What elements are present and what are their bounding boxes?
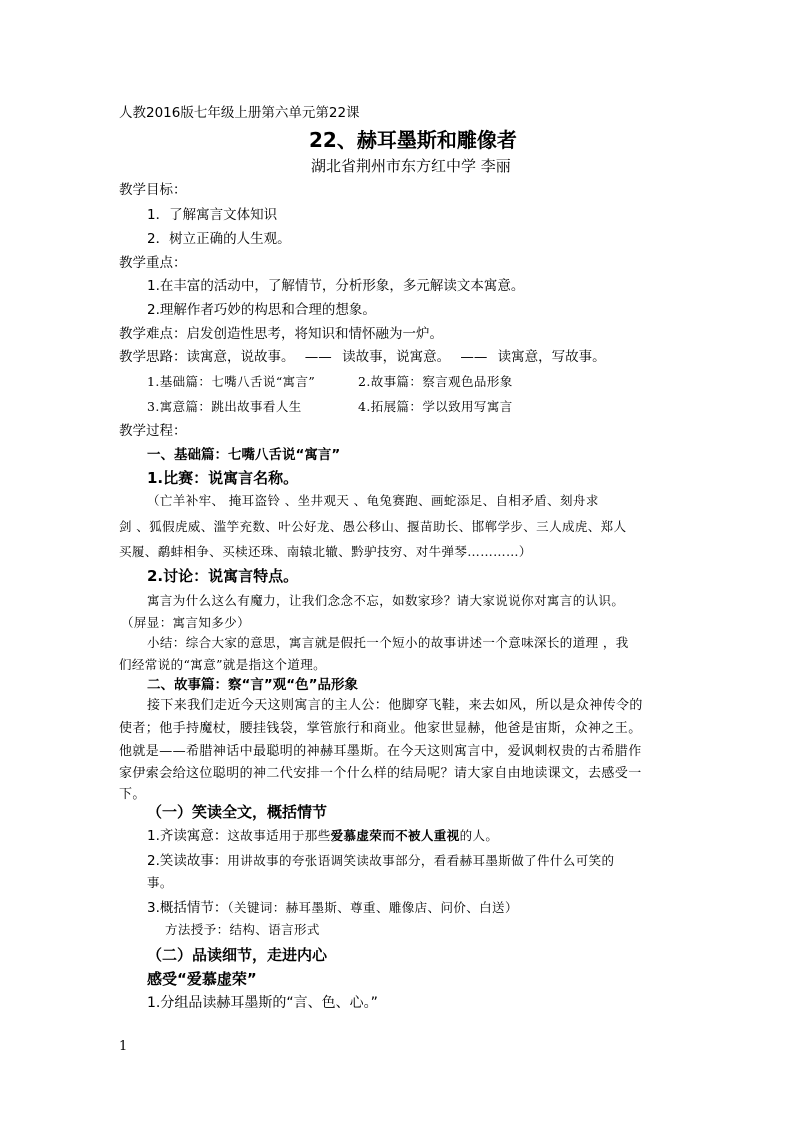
idiom-line: 剑 、狐假虎威、滥竽充数、叶公好龙、愚公移山、揠苗助长、邯郸学步、三人成虎、郑人 <box>119 519 627 534</box>
plan-item: 1.基础篇：七嘴八舌说“寓言” <box>147 374 316 389</box>
item-label: 3.概括情节： <box>147 900 228 916</box>
keypoints-label: 教学重点： <box>119 255 187 271</box>
item-text-end: 的人。 <box>459 828 499 843</box>
item-text: （关键词：赫耳墨斯、尊重、雕像店、问价、白送） <box>227 900 518 915</box>
part1-item-2-cont: 事。 <box>147 875 173 890</box>
page-number: 1 <box>119 1039 128 1054</box>
part2-feel: 感受“爱慕虚荣” <box>147 970 257 988</box>
intro-line: 下。 <box>119 787 146 802</box>
idiom-line: （亡羊补牢、 掩耳盗铃 、坐井观天 、龟兔赛跑、画蛇添足、自相矛盾、刻舟求 <box>147 493 599 508</box>
intro-line: 接下来我们走近今天这则寓言的主人公：他脚穿飞鞋，来去如风，所以是众神传令的 <box>147 698 643 713</box>
intro-line: 使者；他手持魔杖，腰挂钱袋，掌管旅行和商业。他家世显赫，他爸是宙斯，众神之王。 <box>119 721 642 736</box>
part1-heading: （一）笑读全文，概括情节 <box>147 803 328 821</box>
item-label: 1.齐读寓意： <box>147 828 228 844</box>
intro-line: 家伊索会给这位聪明的神二代安排一个什么样的结局呢？请大家自由地读课文，去感受一 <box>119 766 642 781</box>
item-text: 用讲故事的夸张语调笑读故事部分，看看赫耳墨斯做了件什么可笑的 <box>227 853 615 868</box>
question-line: 寓言为什么这么有魔力，让我们念念不忘，如数家珍？请大家说说你对寓言的认识。 <box>147 593 625 608</box>
plan-item: 2.故事篇：察言观色品形象 <box>358 374 513 389</box>
author-line: 湖北省荆州市东方红中学 李丽 <box>311 157 511 175</box>
part2-item-1: 1.分组品读赫耳墨斯的“言、色、心。” <box>147 995 378 1011</box>
section1-sub2: 2.讨论：说寓言特点。 <box>147 567 299 585</box>
method-line: 方法授予：结构、语言形式 <box>165 922 320 937</box>
part2-heading: （二）品读细节，走进内心 <box>147 946 328 964</box>
intro-line: 他就是——希腊神话中最聪明的神赫耳墨斯。在今天这则寓言中，爱讽刺权贵的古希腊作 <box>119 744 642 759</box>
section1-heading: 一、基础篇：七嘴八舌说“寓言” <box>147 447 341 463</box>
difficulty-line: 教学难点：启发创造性思考，将知识和情怀融为一炉。 <box>119 326 443 342</box>
goals-label: 教学目标： <box>119 182 187 198</box>
keypoint-item: 2.理解作者巧妙的构思和合理的想象。 <box>147 302 376 318</box>
screen-note: （屏显：寓言知多少） <box>121 615 251 630</box>
plan-item: 4.拓展篇：学以致用写寓言 <box>358 399 513 414</box>
part1-item-3 <box>147 899 518 917</box>
part1-item-2 <box>147 852 614 870</box>
plan-item: 3.寓意篇：跳出故事看人生 <box>147 399 302 414</box>
item-label: 2.笑读故事： <box>147 853 228 869</box>
section2-heading: 二、故事篇：察“言”观“色”品形象 <box>147 677 358 693</box>
idiom-line: 买履、鹬蚌相争、买椟还珠、南辕北辙、黔驴技穷、对牛弹琴…………） <box>119 544 532 559</box>
course-line: 人教2016版七年级上册第六单元第22课 <box>119 105 360 121</box>
part1-item-1 <box>147 827 498 845</box>
process-label: 教学过程： <box>119 423 187 439</box>
section1-sub1: 1.比赛：说寓言名称。 <box>147 469 299 487</box>
item-emphasis: 爱慕虚荣而不被人重视 <box>330 828 460 843</box>
goal-item: 2．树立正确的人生观。 <box>147 231 291 247</box>
summary-line: 们经常说的“寓意”就是指这个道理。 <box>119 657 327 672</box>
item-text: 这故事适用于那些 <box>227 828 331 843</box>
approach-line: 教学思路：读寓意，说故事。 —— 读故事，说寓意。 —— 读寓意，写故事。 <box>119 349 606 365</box>
page-title: 22、赫耳墨斯和雕像者 <box>309 128 517 152</box>
summary-line: 小结：综合大家的意思，寓言就是假托一个短小的故事讲述一个意味深长的道理 ，我 <box>147 635 629 650</box>
keypoint-item: 1.在丰富的活动中，了解情节，分析形象，多元解读文本寓意。 <box>147 278 525 294</box>
goal-item: 1．了解寓言文体知识 <box>147 207 278 223</box>
